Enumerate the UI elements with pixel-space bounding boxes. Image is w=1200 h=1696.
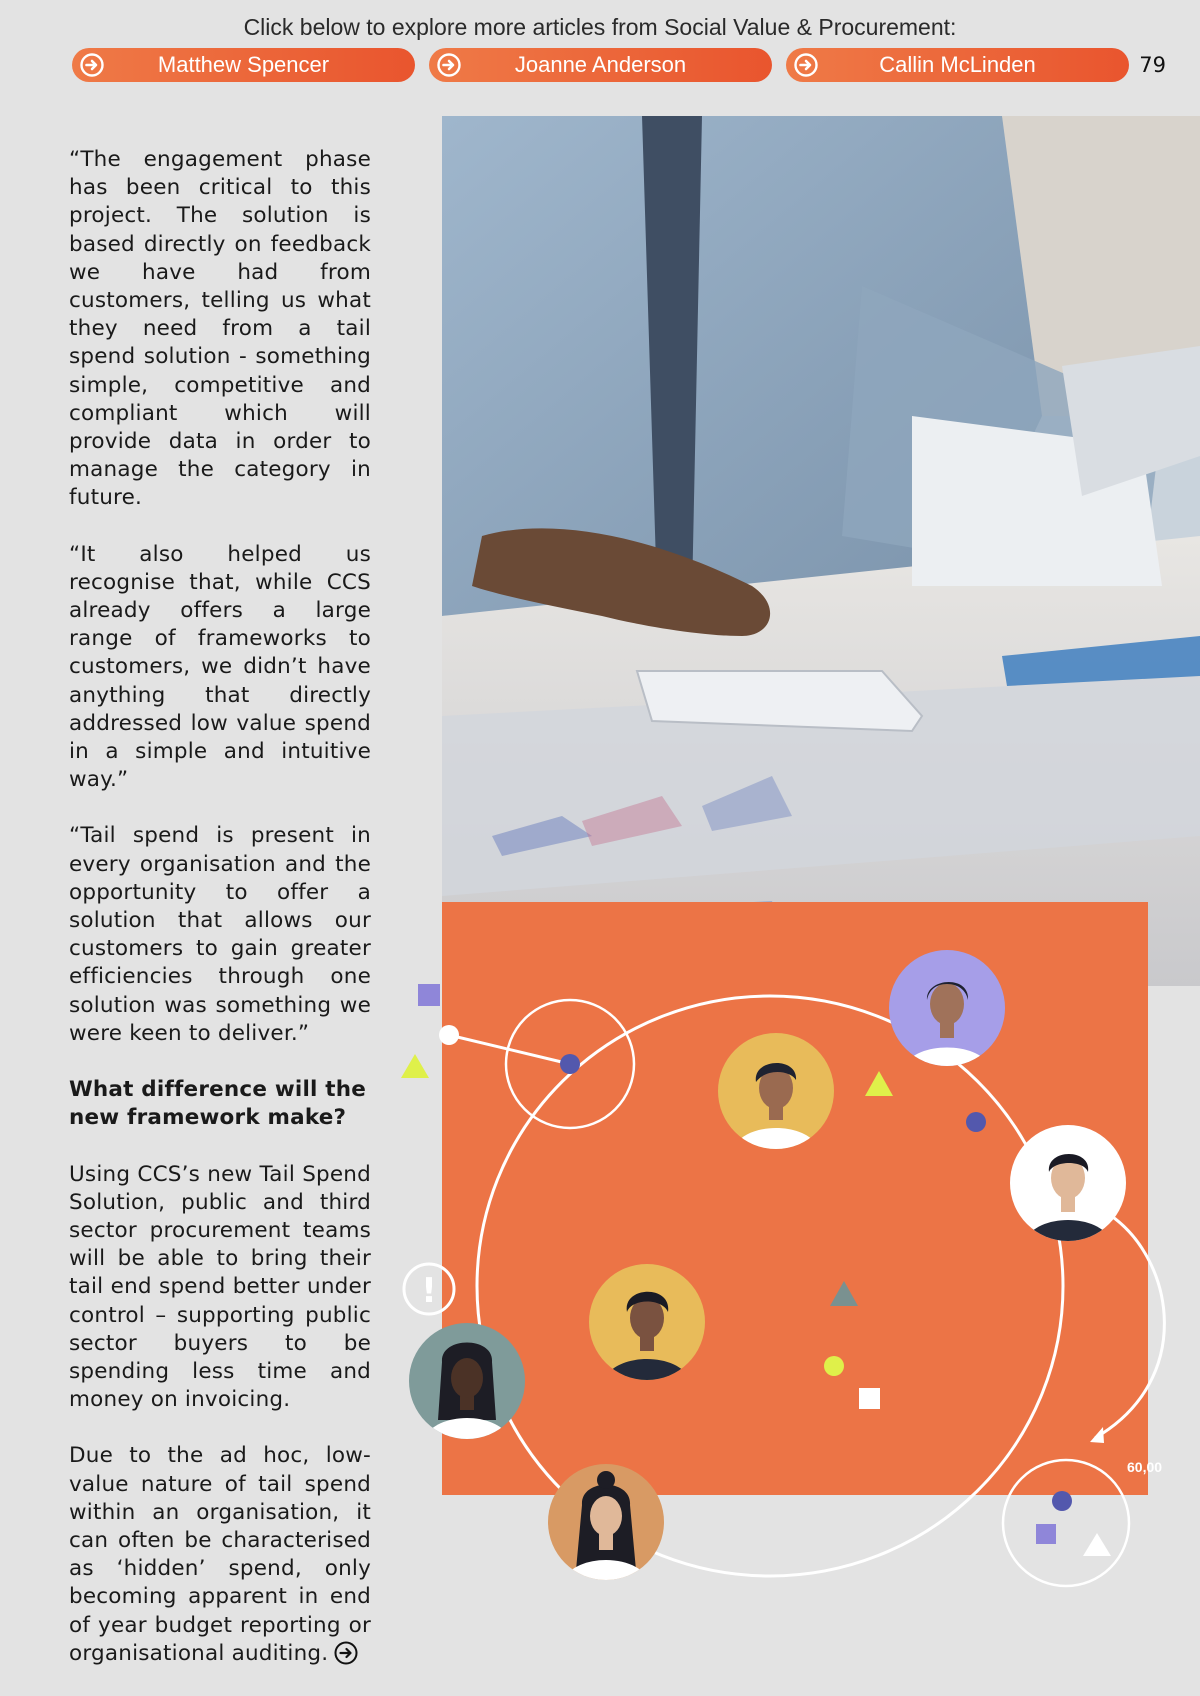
article-paragraph-text: Due to the ad hoc, low-value nature of tail spend within an organisation, it can often be characterised as ‘hidden’ spend, only becoming apparent in end of year budget reporting or organisational auditing. xyxy=(69,1443,371,1666)
square-shape xyxy=(1036,1524,1056,1544)
square-shape xyxy=(859,1388,880,1409)
article-paragraph: “Tail spend is present in every organisation and the opportunity to offer a solution that allows our customers to gain greater efficiencies through one solution was something we were keen to deliver.” xyxy=(69,823,371,1046)
triangle-shape xyxy=(865,1071,893,1096)
connector-line xyxy=(449,1035,570,1064)
node-dot xyxy=(560,1054,580,1074)
page-number: 79 xyxy=(1139,53,1166,77)
flow-arrowhead xyxy=(1090,1427,1104,1443)
exclamation-icon: ! xyxy=(421,1271,437,1311)
triangle-shape xyxy=(401,1054,429,1078)
avatar xyxy=(548,1464,664,1584)
highlight-ring xyxy=(1003,1460,1129,1586)
article-subheading: What difference will the new framework make? xyxy=(69,1077,367,1131)
header-caption: Click below to explore more articles from Social Value & Procurement: xyxy=(243,14,957,40)
square-shape xyxy=(418,984,440,1006)
counter-label: 60,00 xyxy=(1127,1459,1163,1475)
article-link-label: Matthew Spencer xyxy=(157,52,330,77)
avatar xyxy=(889,950,1005,1070)
node-dot xyxy=(966,1112,986,1132)
flow-arrow xyxy=(1095,1215,1164,1438)
article-paragraph: Using CCS’s new Tail Spend Solution, public and third sector procurement teams will be able to bring their tail end spend better under control – supporting public sector buyers to be spending less time and money on invoicing. xyxy=(69,1161,371,1413)
node-dot xyxy=(824,1356,844,1376)
node-dot xyxy=(1052,1491,1072,1511)
triangle-shape xyxy=(1083,1533,1111,1556)
avatar xyxy=(589,1264,705,1383)
node-dot xyxy=(439,1025,459,1045)
article-paragraph: “The engagement phase has been critical to this project. The solution is based directly on feedback we have had from customers, telling us what they need from a tail spend solution - something simple, competitive and compliant which will provide data in order to manage the category in future. xyxy=(69,147,371,511)
article-link-label: Joanne Anderson xyxy=(514,52,687,77)
triangle-shape xyxy=(830,1281,858,1306)
avatar xyxy=(1010,1125,1126,1244)
article-link-label: Callin McLinden xyxy=(879,52,1036,77)
avatar xyxy=(718,1033,834,1152)
article-paragraph: “It also helped us recognise that, while CCS already offers a large range of frameworks to customers, we didn’t have anything that directly addressed low value spend in a simple and intuitive way.” xyxy=(69,541,371,793)
avatar xyxy=(409,1323,525,1442)
